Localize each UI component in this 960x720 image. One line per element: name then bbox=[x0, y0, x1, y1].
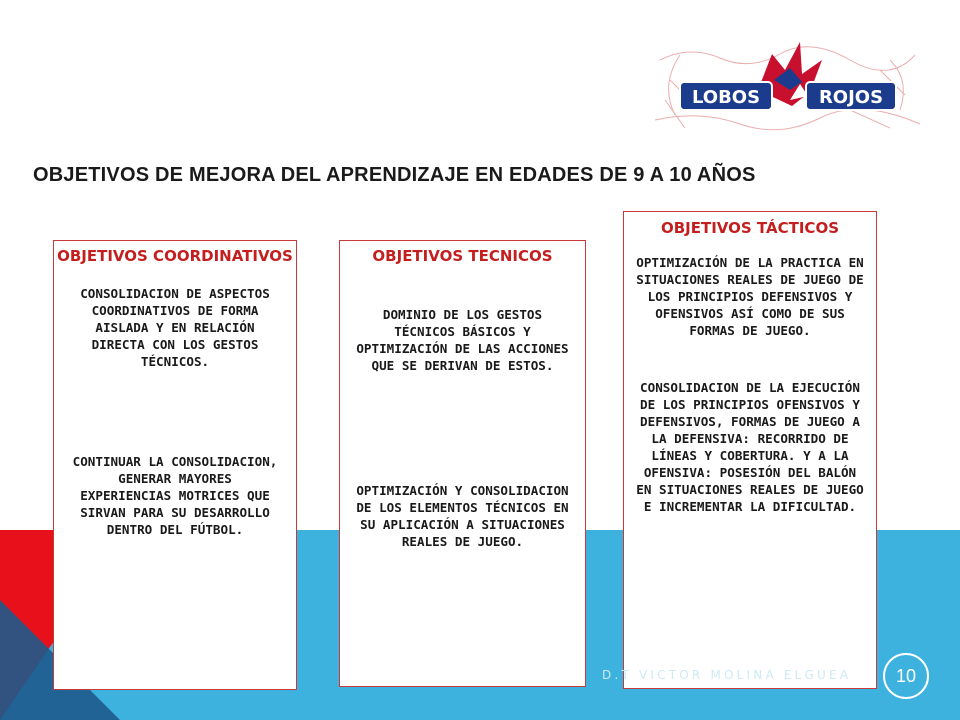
box-title: OBJETIVOS TÁCTICOS bbox=[660, 219, 839, 237]
box-title: OBJETIVOS COORDINATIVOS bbox=[57, 247, 293, 265]
objectives-box-coordinativos bbox=[53, 240, 297, 690]
objectives-box-tacticos bbox=[623, 211, 877, 689]
page-title: OBJETIVOS DE MEJORA DEL APRENDIZAJE EN EDADES DE 9 A 10 AÑOS bbox=[33, 164, 756, 186]
box-paragraph-1: DOMINIO DE LOS GESTOS TÉCNICOS BÁSICOS Y OPTIMIZACIÓN DE LAS ACCIONES QUE SE DERIVAN DE ESTOS. bbox=[356, 307, 569, 373]
box-title: OBJETIVOS TECNICOS bbox=[372, 247, 553, 265]
box-paragraph-1: OPTIMIZACIÓN DE LA PRACTICA EN SITUACIONES REALES DE JUEGO DE LOS PRINCIPIOS DEFENSIVOS Y OFENSIVOS ASÍ COMO DE SUS FORMAS DE JUEGO. bbox=[636, 255, 864, 338]
logo-text-rojos: ROJOS bbox=[818, 87, 884, 108]
page-number-badge: 10 bbox=[883, 653, 929, 699]
lobos-rojos-logo bbox=[650, 40, 925, 132]
footer-author: D.T VICTOR MOLINA ELGUEA bbox=[602, 668, 852, 682]
box-paragraph-1: CONSOLIDACION DE ASPECTOS COORDINATIVOS DE FORMA AISLADA Y EN RELACIÓN DIRECTA CON LOS GESTOS TÉCNICOS. bbox=[80, 286, 270, 369]
box-paragraph-2: CONSOLIDACION DE LA EJECUCIÓN DE LOS PRINCIPIOS OFENSIVOS Y DEFENSIVOS, FORMAS DE JUEGO A LA DEFENSIVA: RECORRIDO DE LÍNEAS Y COBERTURA. Y A LA OFENSIVA: POSESIÓN DEL BALÓN EN SITUACIONES REALES DE JUEGO E INCREMENTAR LA DIFICULTAD. bbox=[636, 380, 864, 514]
box-paragraph-2: CONTINUAR LA CONSOLIDACION, GENERAR MAYORES EXPERIENCIAS MOTRICES QUE SIRVAN PARA SU DESARROLLO DENTRO DEL FÚTBOL. bbox=[72, 454, 278, 537]
logo-text-lobos: LOBOS bbox=[691, 87, 761, 108]
objectives-box-tecnicos bbox=[339, 240, 586, 687]
box-paragraph-2: OPTIMIZACIÓN Y CONSOLIDACION DE LOS ELEMENTOS TÉCNICOS EN SU APLICACIÓN A SITUACIONES REALES DE JUEGO. bbox=[356, 483, 569, 549]
